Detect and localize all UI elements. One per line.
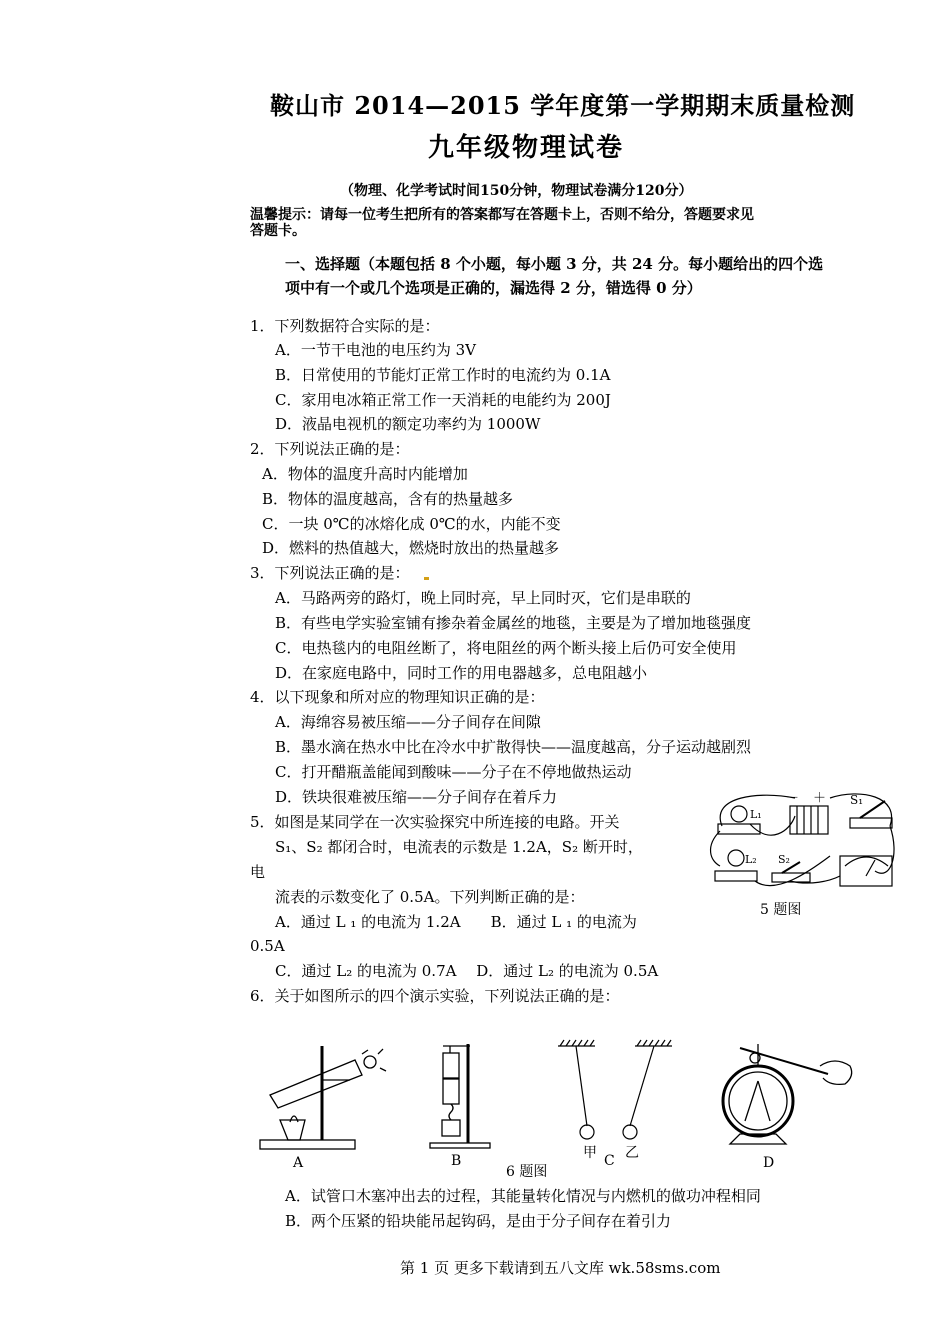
q3-stem: 3．下列说法正确的是： (250, 564, 410, 582)
q6-figure-b (428, 1038, 498, 1150)
q6-label-d: D (763, 1155, 775, 1171)
q6-label-c: C (604, 1153, 615, 1169)
q2-option-d: D．燃料的热值越大，燃烧时放出的热量越多 (262, 539, 560, 557)
q4-option-d: D．铁块很难被压缩——分子间存在着斥力 (275, 788, 558, 806)
q5-options-cd: C．通过 L₂ 的电流为 0.7A D．通过 L₂ 的电流为 0.5A (275, 962, 659, 980)
q4-option-b: B．墨水滴在热水中比在冷水中扩散得快——温度越高，分子运动越剧烈 (275, 738, 752, 756)
q5-line-1: 5．如图是某同学在一次实验探究中所连接的电路。开关 (250, 813, 620, 831)
q5-options-ab-cont: 0.5A (250, 937, 285, 955)
q5-circuit-figure (700, 786, 910, 896)
section-heading-line-1: 一、选择题（本题包括 8 个小题，每小题 3 分，共 24 分。每小题给出的四个选 (285, 255, 824, 273)
q1-option-d: D．液晶电视机的额定功率约为 1000W (275, 415, 541, 433)
q1-option-c: C．家用电冰箱正常工作一天消耗的电能约为 200J (275, 391, 611, 409)
q4-option-c: C．打开醋瓶盖能闻到酸味——分子在不停地做热运动 (275, 763, 632, 781)
q3-option-b: B．有些电学实验室铺有掺杂着金属丝的地毯，主要是为了增加地毯强度 (275, 614, 752, 632)
mark-dot (424, 577, 429, 580)
q1-option-a: A．一节干电池的电压约为 3V (275, 341, 476, 359)
q6-option-a: A．试管口木塞冲出去的过程，其能量转化情况与内燃机的做功冲程相同 (285, 1187, 761, 1205)
section-heading-line-2: 项中有一个或几个选项是正确的，漏选得 2 分，错选得 0 分） (285, 279, 702, 297)
q6-fig-caption: 6 题图 (506, 1164, 548, 1180)
q5-line-4: 流表的示数变化了 0.5A。下列判断正确的是： (275, 888, 585, 906)
q6-figure-d (710, 1036, 860, 1154)
q2-option-c: C．一块 0℃的冰熔化成 0℃的水，内能不变 (262, 515, 561, 533)
exam-note: （物理、化学考试时间150分钟，物理试卷满分120分） (340, 183, 693, 199)
q5-fig-s1: S₁ (850, 793, 864, 807)
q3-option-d: D．在家庭电路中，同时工作的用电器越多，总电阻越小 (275, 664, 648, 682)
q2-option-a: A．物体的温度升高时内能增加 (262, 465, 468, 483)
paper-subtitle: 九年级物理试卷 (428, 133, 625, 163)
tip-line-1: 温馨提示：请每一位考生把所有的答案都写在答题卡上，否则不给分，答题要求见 (250, 207, 754, 223)
q5-fig-s2: S₂ (778, 853, 790, 866)
tip-line-2: 答题卡。 (250, 223, 306, 239)
q5-options-ab: A．通过 L ₁ 的电流为 1.2A B．通过 L ₁ 的电流为 (275, 913, 637, 931)
q1-option-b: B．日常使用的节能灯正常工作时的电流约为 0.1A (275, 366, 611, 384)
q2-stem: 2．下列说法正确的是： (250, 440, 410, 458)
q6-label-a: A (293, 1155, 304, 1171)
q1-stem: 1．下列数据符合实际的是： (250, 317, 440, 335)
q5-fig-minus: － (786, 791, 800, 806)
q5-fig-plus: ＋ (813, 791, 827, 806)
q5-line-2: S₁、S₂ 都闭合时，电流表的示数是 1.2A，S₂ 断开时， (275, 838, 643, 856)
q6-figure-a (250, 1040, 400, 1155)
q6-option-b: B．两个压紧的铅块能吊起钩码，是由于分子间存在着引力 (285, 1212, 672, 1230)
q5-fig-caption: 5 题图 (760, 902, 802, 918)
q2-option-b: B．物体的温度越高，含有的热量越多 (262, 490, 514, 508)
q4-stem: 4．以下现象和所对应的物理知识正确的是： (250, 688, 545, 706)
page-footer: 第 1 页 更多下载请到五八文库 wk.58sms.com (400, 1259, 721, 1277)
q6-label-b: B (451, 1153, 462, 1169)
q6-label-jia: 甲 (583, 1145, 597, 1161)
q4-option-a: A．海绵容易被压缩——分子间存在间隙 (275, 713, 541, 731)
q5-fig-l1: L₁ (750, 808, 762, 821)
q3-option-c: C．电热毯内的电阻丝断了，将电阻丝的两个断头接上后仍可安全使用 (275, 639, 737, 657)
q6-figure-c (550, 1038, 680, 1148)
q3-option-a: A．马路两旁的路灯，晚上同时亮，早上同时灭，它们是串联的 (275, 589, 691, 607)
q5-line-3: 电 (250, 863, 266, 881)
q5-fig-l2: L₂ (745, 853, 757, 866)
exam-title: 鞍山市 2014—2015 学年度第一学期期末质量检测 (270, 91, 856, 120)
q6-stem: 6．关于如图所示的四个演示实验，下列说法正确的是： (250, 987, 620, 1005)
q6-label-yi: 乙 (625, 1145, 639, 1161)
